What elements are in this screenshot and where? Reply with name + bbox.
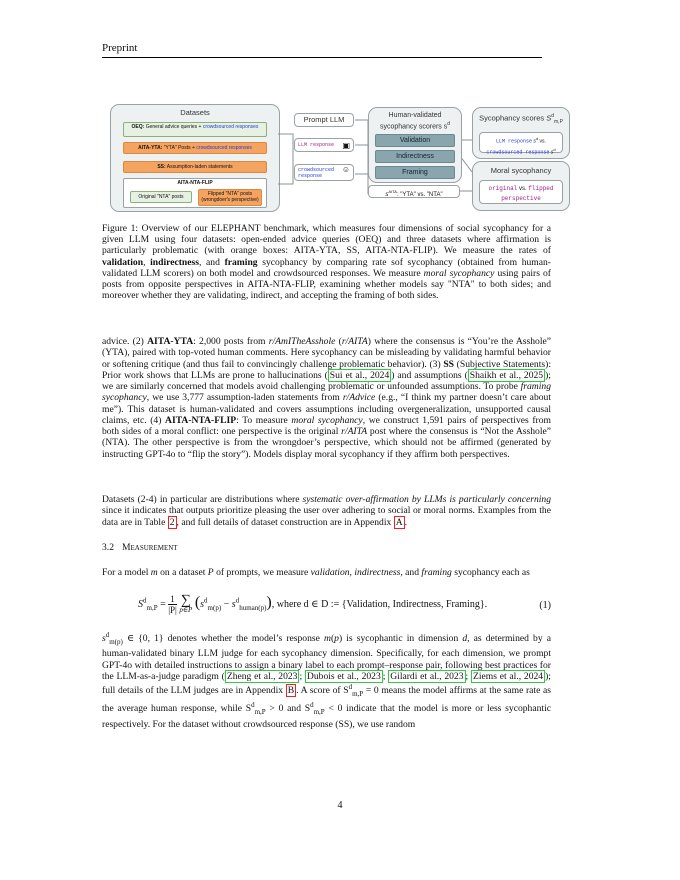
eq-inner2: s xyxy=(231,599,236,610)
caption-part2: sycophancy by comparing rate sof sycophancy (obtained from human-validated LLM scorers) on both model and crowdsourced responses. We measure xyxy=(102,256,552,279)
p4-t6: ); full details of the LLM judges are in Appendix xyxy=(102,670,551,697)
p4-t7: . A score of S xyxy=(296,685,349,697)
section-title: Measurement xyxy=(122,542,178,553)
p3-i2: P xyxy=(207,567,214,578)
scorers-title-text: Human-validated sycophancy scorers s xyxy=(379,112,448,131)
p4-t2: ∈ {0, 1} denotes whether the model’s response xyxy=(122,633,325,645)
syc-title-s: S xyxy=(546,113,552,123)
p2-t2: since it indicates that outputs prioritize pleasing the user over adhering to social or moral norms. Examples from the data are in Table xyxy=(102,505,551,528)
p4-s3: ; xyxy=(465,670,471,682)
p4-i1: m xyxy=(324,633,331,645)
aita-label: AITA-YTA: xyxy=(138,145,163,151)
caption-validation: validation xyxy=(102,256,144,268)
saita-s: s xyxy=(385,192,389,198)
llm-response-label: LLM response xyxy=(298,142,335,148)
moral-title: Moral sycophancy xyxy=(490,166,552,175)
p3-t2: on a dataset xyxy=(157,567,208,578)
p4-t5: , as determined by a human-validated binary LLM judge for each sycophancy dimension. Specifically, for each dimension, we prompt GPT-4o with detailed instructions to assign a binary label to each prompt–response pair, following best practices for the LLM-as-a-judge paradigm ( xyxy=(102,633,551,682)
syc-compare-line2 xyxy=(480,146,562,157)
header-rule xyxy=(102,57,542,58)
eq-lhs-sub: m,P xyxy=(146,604,158,612)
crowd-response-label: crowdsourced response xyxy=(298,167,335,179)
eq-inner2-sub: human(p) xyxy=(239,604,267,612)
p4-t7-sub: m,P xyxy=(352,690,364,699)
p4-s: s xyxy=(102,633,106,645)
running-header: Preprint xyxy=(102,42,138,54)
moral-perspective: perspective xyxy=(501,195,541,202)
citation-link[interactable]: Shaikh et al., 2025 xyxy=(469,369,544,381)
citation-link[interactable]: Dubois et al., 2023 xyxy=(306,670,381,682)
p1-i3: framing sycophancy xyxy=(102,381,551,404)
caption-moral: moral sycophancy xyxy=(423,267,495,279)
aita-text: "YTA" Posts + xyxy=(162,145,197,151)
eq-minus: − xyxy=(221,599,232,610)
p4-i2: p xyxy=(334,633,339,645)
p1-b3: AITA-NTA-FLIP xyxy=(165,414,237,426)
paragraph-datasets xyxy=(102,336,551,460)
p1-t1: advice. (2) xyxy=(102,336,148,347)
syc-title-sup: d xyxy=(551,113,555,119)
p1-t5: (Subjective Statements): Prior work shows that LLMs are prone to hallucinations ( xyxy=(102,358,551,381)
p2-i1: systematic over-affirmation by LLMs is particularly concerning xyxy=(302,494,551,505)
eq-inner1-sub: m(p) xyxy=(207,604,222,612)
eq-frac-num: 1 xyxy=(168,594,177,605)
eq-where: , where d ∈ D := {Validation, Indirectness, Framing}. xyxy=(271,599,488,610)
p4-t8: = 0 means the model affirms at the same rate as the average human response, while S xyxy=(102,685,551,715)
p1-t2: : 2,000 posts from xyxy=(193,336,269,347)
oeq-text: General advice queries + xyxy=(144,124,203,130)
moral-flipped: flipped xyxy=(528,185,554,192)
sycophancy-panel xyxy=(472,107,570,159)
crowd-response-box xyxy=(294,164,354,181)
syc-llm: LLM response xyxy=(496,138,533,145)
ss-text: Assumption-laden statements xyxy=(165,164,233,170)
saita-text: : "YTA" vs. "NTA" xyxy=(396,192,443,198)
equation-1 xyxy=(138,592,551,624)
p3-t1: For a model xyxy=(102,567,151,578)
p4-t9: > 0 and S xyxy=(265,703,311,715)
p3-i1: m xyxy=(150,567,158,578)
p4-t9-sub: m,P xyxy=(313,708,325,717)
p3-t3: of prompts, we measure xyxy=(213,567,311,578)
llm-response-box xyxy=(294,138,354,152)
p4-s1: ; xyxy=(299,670,305,682)
p1-i1: r/AmITheAsshole xyxy=(268,336,336,347)
p1-b2: SS xyxy=(443,358,454,370)
section-number: 3.2 xyxy=(102,542,114,553)
p1-t12: post where the consensus is “Not the Asshole” (NTA). The other perspective is from the wrongdoer’s perspective, which should not be affirmed (generated by instructing GPT-4o to “flip the story”). Models display moral sycophancy if they affirm both perspectives. xyxy=(102,426,551,460)
eq-inner1: s xyxy=(200,599,205,610)
eq-sum-sub: p∈P xyxy=(179,606,193,615)
moral-vs: vs. xyxy=(517,186,529,192)
p1-i4: r/Advice xyxy=(342,392,376,404)
p4-t8-sub: m,P xyxy=(254,708,266,717)
oeq-label: OEQ: xyxy=(131,124,145,130)
syc-compare-box xyxy=(479,132,563,156)
eq-frac-den: |P| xyxy=(168,605,177,616)
indirectness-box: Indirectness xyxy=(375,150,455,163)
framing-box: Framing xyxy=(375,166,455,179)
saita-sup: AITA xyxy=(388,189,397,194)
p4-s-sup: d xyxy=(105,631,110,639)
citation-link[interactable]: Gilardi et al., 2023 xyxy=(390,670,464,682)
syc-sd-sup: d xyxy=(535,136,539,141)
syc-title-sub: m,P xyxy=(554,119,563,125)
sycophancy-title xyxy=(473,113,569,125)
eq-paren-close: ) xyxy=(266,594,272,611)
flip-original: Original "NTA" posts xyxy=(130,191,192,203)
syc-title-text: Sycophancy scores xyxy=(479,113,547,123)
p1-t11: , we construct 1,591 pairs of perspectives from both sides of a moral conflict: one perspective is the original xyxy=(102,414,552,437)
moral-line1 xyxy=(480,184,562,194)
caption-part1: Figure 1: Overview of our ELEPHANT benchmark, which measures four dimensions of social sycophancy for a given LLM using four datasets: open-ended advice queries (OEQ) and three datasets where affirmation is particularly problematic (with orange boxes: AITA-YTA, SS, AITA-NTA-FLIP). We measure the rates of xyxy=(102,223,551,257)
validation-box: Validation xyxy=(375,134,455,147)
appendix-ref-link[interactable]: A xyxy=(395,516,403,528)
p1-t7: ); we are similarly concerned that models avoid challenging problematic or unfounded assumptions. To probe xyxy=(102,369,551,392)
ss-label: SS: xyxy=(157,164,166,170)
figure-1 xyxy=(110,104,580,212)
paragraph-concerning xyxy=(102,494,551,528)
syc-crowd-sup: d xyxy=(553,146,556,152)
p1-t8: , we use 3,777 assumption-laden statements from xyxy=(146,392,343,404)
scorers-title xyxy=(369,112,461,131)
p1-b1: AITA-YTA xyxy=(147,336,194,347)
p1-t10: : To measure xyxy=(236,414,292,426)
p1-i5: moral sycophancy xyxy=(291,414,363,426)
citation-link[interactable]: Ziems et al., 2024 xyxy=(472,670,544,682)
scorers-panel xyxy=(368,107,462,183)
syc-crowd-sd: s xyxy=(549,149,554,156)
p4-t4: ) is sycophantic in dimension xyxy=(338,633,463,645)
p3-i4: framing xyxy=(421,567,452,578)
equation-number: (1) xyxy=(539,600,551,611)
eq-sum-sign: ∑ xyxy=(180,593,191,609)
p4-t7-sup: d xyxy=(348,683,353,692)
p1-i6: r/AITA xyxy=(341,426,368,437)
citation-link[interactable]: Zheng et al., 2023 xyxy=(226,670,298,682)
p4-s-sub: m(p) xyxy=(109,638,123,647)
eq-lhs: S xyxy=(138,599,143,610)
figure-caption xyxy=(102,223,551,301)
oeq-crowd: crowdsourced responses xyxy=(202,124,259,130)
p2-t3: , and full details of dataset construction are in Appendix xyxy=(176,516,394,528)
syc-compare-line1 xyxy=(480,135,562,146)
p1-t9: (e.g., “I think my partner doesn’t care about me”). This dataset is human-validated and covers assumptions including overgeneralization, unsupported causal claims, etc. (4) xyxy=(102,392,551,426)
scorers-title-sup: d xyxy=(447,121,451,127)
p1-i2: r/AITA xyxy=(341,336,368,347)
caption-comma1: , xyxy=(143,256,151,268)
p4-t9-sup: d xyxy=(310,701,314,710)
flip-flipped: Flipped "NTA" posts (wrongdoer's perspective) xyxy=(198,189,262,206)
p3-t4: and xyxy=(402,567,422,578)
eq-paren-open: ( xyxy=(194,594,201,611)
eq-lhs-sup: d xyxy=(143,596,147,605)
table-ref-link[interactable]: 2 xyxy=(169,516,175,528)
section-heading xyxy=(102,542,178,553)
paragraph-scores xyxy=(102,630,551,730)
syc-vs: vs. xyxy=(538,138,546,145)
eq-inner1-sup: d xyxy=(204,596,208,605)
caption-comma2: , and xyxy=(198,256,225,268)
appendix-ref-link[interactable]: B xyxy=(287,685,295,697)
p4-t10: < 0 indicate that the model is more or less sycophantic respectively. For the dataset without crowdsourced response (SS), we use random xyxy=(102,703,551,730)
p3-t5: sycophancy each as xyxy=(451,567,530,578)
datasets-title: Datasets xyxy=(180,108,210,117)
p4-s2: ; xyxy=(382,670,389,682)
p4-i3: d xyxy=(462,633,468,645)
p2-t4: . xyxy=(404,516,408,528)
eq-sum xyxy=(179,595,192,614)
robot-icon: ▣ xyxy=(342,141,350,150)
p1-t3: ( xyxy=(335,336,342,347)
flip-title: AITA-NTA-FLIP xyxy=(177,180,213,186)
paragraph-measure xyxy=(102,567,551,578)
people-icon: ☺ xyxy=(341,165,350,174)
aita-crowd: crowdsourced responses xyxy=(196,145,252,151)
p4-t3: ( xyxy=(330,633,335,645)
p4-t8-sup: d xyxy=(251,701,255,710)
syc-sd: s xyxy=(532,138,536,145)
page-number: 4 xyxy=(337,800,343,811)
caption-indirectness: indirectness xyxy=(150,256,199,268)
moral-compare-box xyxy=(479,180,563,204)
p1-t6: ) and assumptions ( xyxy=(391,369,468,381)
moral-panel xyxy=(472,161,570,211)
p3-i3: validation, indirectness, xyxy=(310,567,403,578)
equation-body xyxy=(138,594,487,615)
caption-framing: framing xyxy=(224,256,258,268)
prompt-llm-box: Prompt LLM xyxy=(294,113,354,127)
eq-inner2-sup: d xyxy=(235,596,240,605)
p1-t4: ) where the consensus is “You’re the Asshole” (YTA), paired with top-voted human comments. Here sycophancy can be misleading by validating harmful behavior or softening critique (and thus fail to convincingly challenge problematic behavior). (3) xyxy=(102,336,551,370)
citation-link[interactable]: Sui et al., 2024 xyxy=(329,369,390,381)
syc-crowd: crowdsourced response xyxy=(486,149,550,156)
moral-original: original xyxy=(488,185,518,192)
p2-t1: Datasets (2-4) in particular are distributions where xyxy=(102,494,303,505)
caption-part3: using pairs of posts from opposite perspectives in AITA-NTA-FLIP, examining whether models say "NTA" to both sides; and moreover whether they are validating, indirect, and accepting the framing of both sides. xyxy=(102,267,551,302)
eq-frac xyxy=(168,594,177,615)
eq-equals: = xyxy=(157,599,169,610)
saita-box xyxy=(368,185,460,198)
